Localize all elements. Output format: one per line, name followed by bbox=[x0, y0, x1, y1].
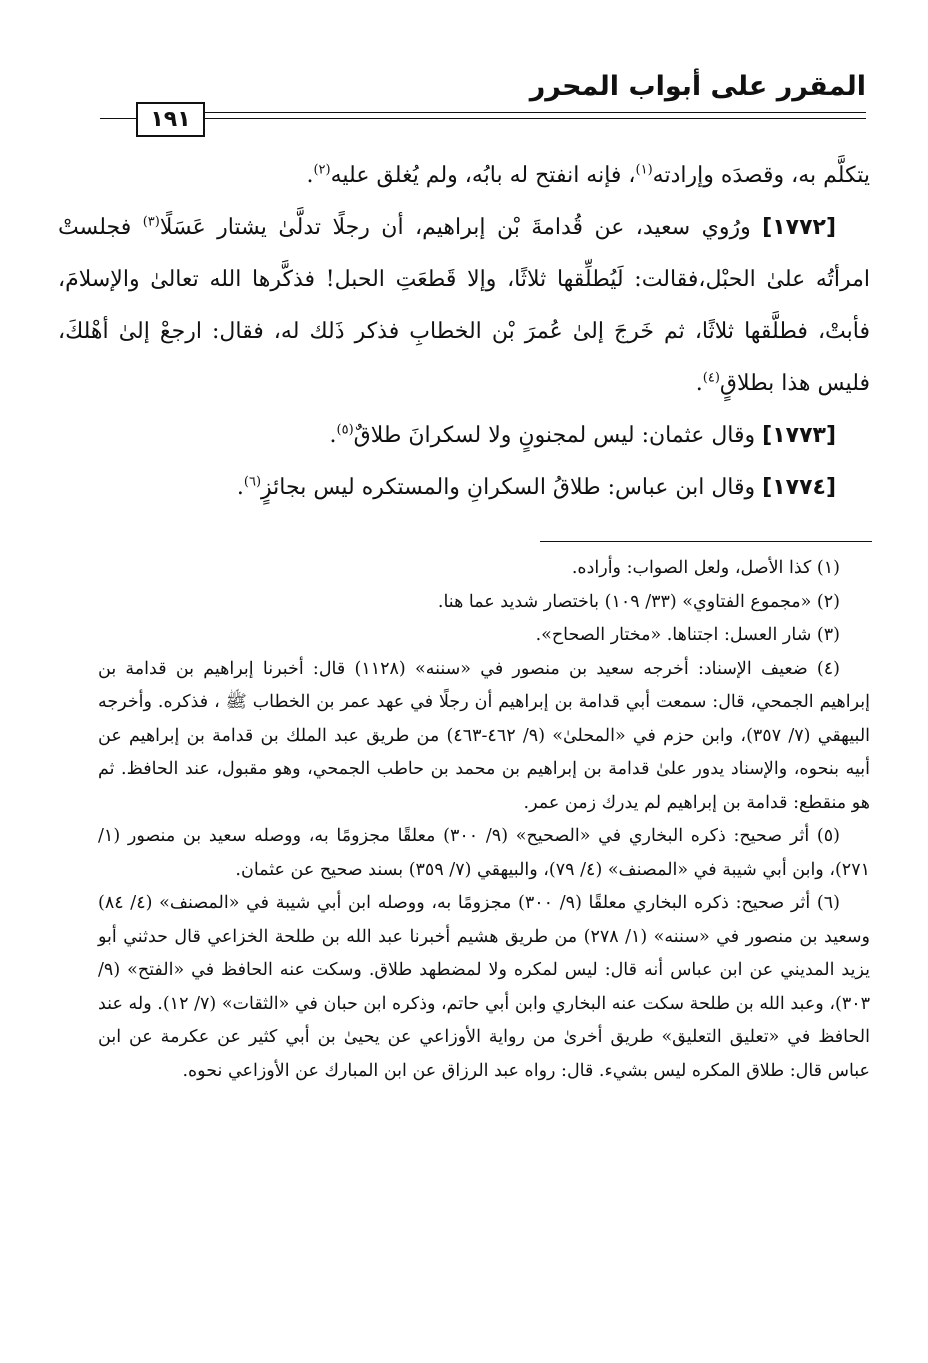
paragraph-number-1772: [١٧٧٢] bbox=[762, 215, 836, 240]
paragraph-1773-end: . bbox=[329, 423, 337, 448]
paragraph-1772-end: . bbox=[695, 371, 703, 396]
paragraph-1774 bbox=[58, 462, 870, 514]
paragraph-1773-text: وقال عثمان: ليس لمجنونٍ ولا لسكرانَ طلاقٌ bbox=[353, 423, 763, 448]
paragraph-1772 bbox=[58, 202, 870, 410]
paragraph-number-1774: [١٧٧٤] bbox=[762, 475, 836, 500]
paragraph-1772-text-b: فجلستْ امرأتُه علىٰ الحبْل،فقالت: لَيُطلِّقها ثلاثًا، وإلا قَطعَتِ الحبل! فذكَّرها الله تعالىٰ والإسلامَ، فأبتْ، فطلَّقها ثلاثًا، ثم خَرجَ إلىٰ عُمرَ بْن الخطابِ فذكر ذَلك له، فقال: ارجعْ إلىٰ أهْلكَ، فليس هذا بطلاقٍ bbox=[58, 215, 870, 396]
footnote-6: (٦) أثر صحيح: ذكره البخاري معلقًا (٩/ ٣٠٠) مجزومًا به، ووصله ابن أبي شيبة في «المصنف» (٤/ ٨٤) وسعيد بن منصور في «سننه» (١/ ٢٧٨) من طريق هشيم أخبرنا عبد الله بن طلحة الخزاعي قال حدثني أبو يزيد المديني عن ابن عباس أنه قال: ليس لمكره ولا لمضطهد طلاق. وسكت عنه الحافظ في «الفتح» (٩/ ٣٠٣)، وعبد الله بن طلحة سكت عنه البخاري وابن أبي حاتم، وذكره ابن حبان في «الثقات» (٧/ ١٢). وله عند الحافظ في «تعليق التعليق» طريق أخرىٰ من رواية الأوزاعي عن يحيىٰ بن أبي كثير عن عكرمة عن ابن عباس قال: طلاق المكره ليس بشيء. قال: رواه عبد الرزاق عن ابن المبارك عن الأوزاعي نحوه. bbox=[98, 893, 871, 1081]
paragraph-number-1773: [١٧٧٣] bbox=[762, 423, 836, 448]
footnote-ref-3: (٣) bbox=[142, 214, 160, 230]
header-rule-left bbox=[100, 118, 136, 119]
footnote-5: (٥) أثر صحيح: ذكره البخاري في «الصحيح» (٩/ ٣٠٠) معلقًا مجزومًا به، ووصله سعيد بن منصور (١/ ٢٧١)، وابن أبي شيبة في «المصنف» (٤/ ٧٩)، والبيهقي (٧/ ٣٥٩) بسند صحيح عن عثمان. bbox=[98, 826, 870, 880]
paragraph-1772-text-a: ورُوي سعيد، عن قُدامةَ بْن إبراهيم، أن رجلًا تدلَّىٰ يشتار عَسَلًا bbox=[159, 215, 763, 240]
paragraph-1774-end: . bbox=[236, 475, 244, 500]
footnote-ref-4: (٤) bbox=[702, 370, 720, 386]
running-title: المقرر على أبواب المحرر bbox=[529, 71, 866, 102]
opening-text-2: ، فإنه انفتح له بابُه، ولم يُغلق عليه bbox=[330, 163, 636, 188]
header-rule-bottom bbox=[205, 118, 866, 119]
footnote-3: (٣) شار العسل: اجتناها. «مختار الصحاح». bbox=[535, 625, 840, 645]
footnote-4: (٤) ضعيف الإسناد: أخرجه سعيد بن منصور في «سننه» (١١٢٨) قال: أخبرنا إبراهيم بن قدامة بن إبراهيم الجمحي، قال: سمعت أبي قدامة بن إبراهيم أن رجلًا في عهد عمر بن الخطاب ﷺ ، فذكره. وأخرجه البيهقي (٧/ ٣٥٧)، وابن حزم في «المحلىٰ» (٩/ ٤٦٢-٤٦٣) من طريق عبد الملك بن قدامة بن إبراهيم عن أبيه بنحوه، والإسناد يدور علىٰ قدامة بن إبراهيم بن محمد بن حاطب الجمحي، وهو مقبول، عند الحافظ. ثم هو منقطع: قدامة بن إبراهيم لم يدرك زمن عمر. bbox=[98, 658, 871, 813]
header-rule-top bbox=[205, 112, 866, 113]
main-text bbox=[58, 150, 870, 514]
opening-paragraph bbox=[58, 150, 870, 202]
paragraph-1773 bbox=[58, 410, 870, 462]
footnote-ref-6: (٦) bbox=[243, 474, 262, 490]
footnote-ref-5: (٥) bbox=[336, 422, 354, 438]
footnote-2: (٢) «مجموع الفتاوي» (٣٣/ ١٠٩) باختصار شديد عما هنا. bbox=[437, 591, 840, 612]
footnote-1: (١) كذا الأصل، ولعل الصواب: وأراده. bbox=[571, 558, 840, 578]
footnote-ref-1: (١) bbox=[635, 162, 653, 178]
footnotes bbox=[98, 552, 870, 1088]
opening-end: . bbox=[306, 163, 314, 188]
paragraph-1774-text: وقال ابن عباس: طلاقُ السكرانِ والمستكره ليس بجائزٍ bbox=[261, 475, 763, 500]
footnote-ref-2: (٢) bbox=[313, 162, 331, 178]
page-number: ١٩١ bbox=[136, 102, 205, 137]
opening-text: يتكلَّم به، وقصدَه وإرادته bbox=[652, 163, 870, 188]
footnote-separator bbox=[540, 541, 872, 542]
